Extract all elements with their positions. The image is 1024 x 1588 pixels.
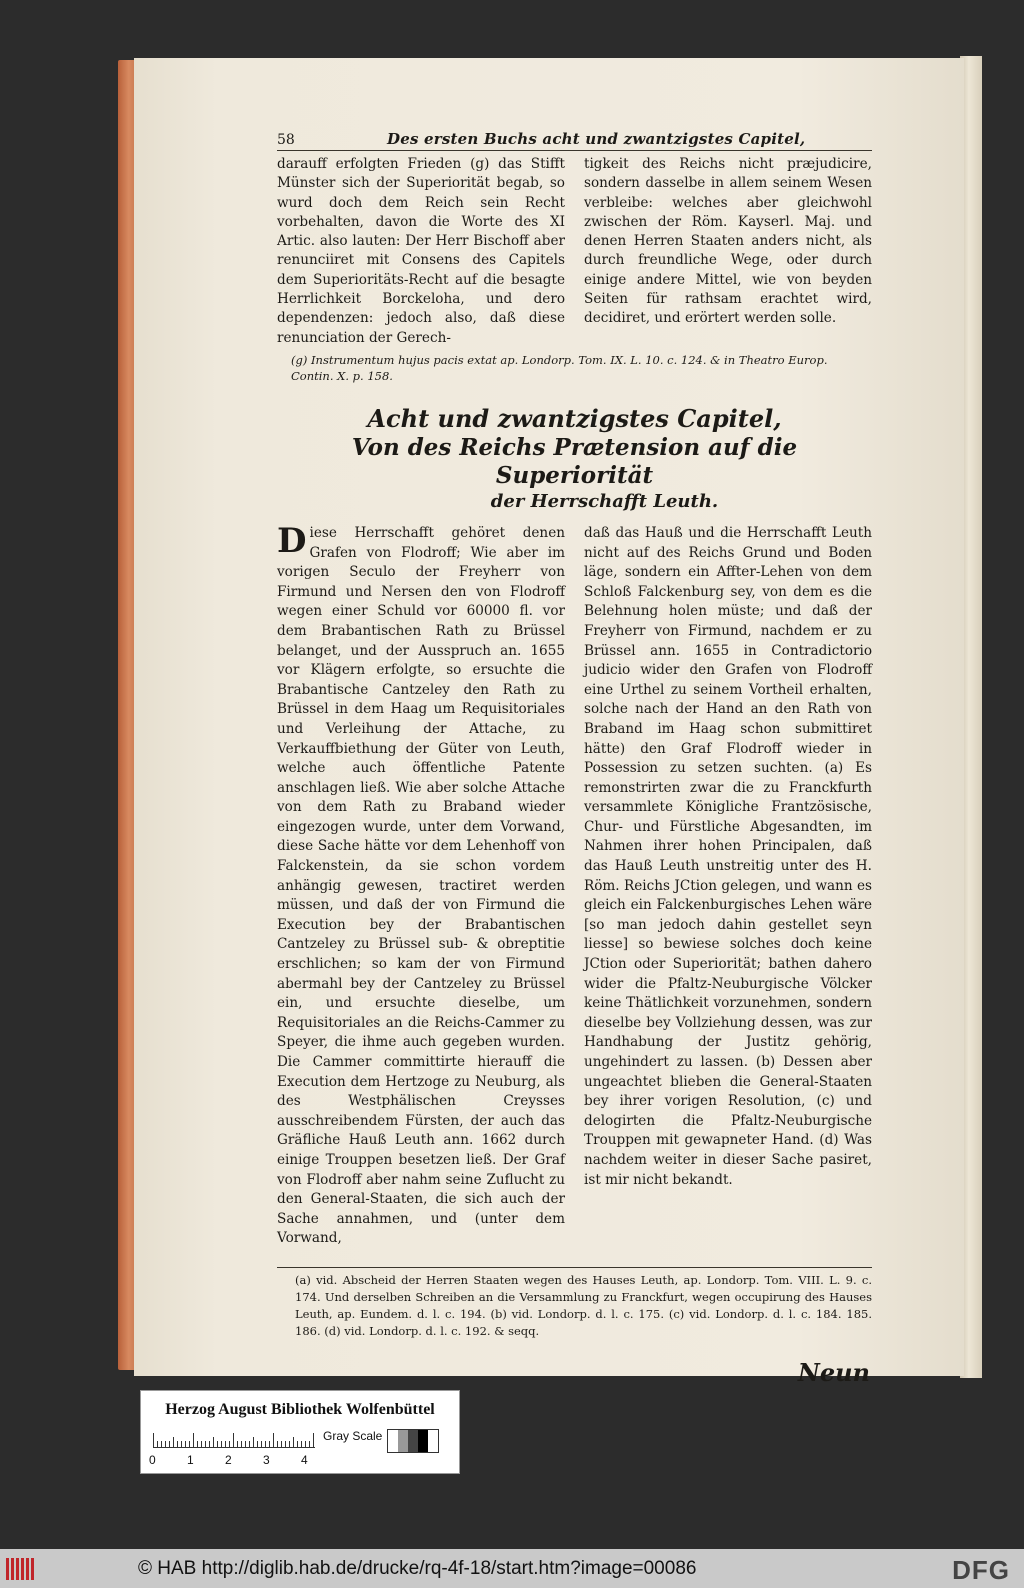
- ruler-tick: [265, 1441, 266, 1447]
- ruler-tick: [237, 1441, 238, 1447]
- chapter-title-line3: der Herrschafft Leuth.: [490, 490, 719, 512]
- footer-bar: [0, 1549, 1024, 1588]
- footnote-g: (g) Instrumentum hujus pacis extat ap. Londorp. Tom. IX. L. 10. c. 124. & in Theatro Europ. Contin. X. p. 158.: [291, 352, 828, 383]
- chapter-title-line2: Von des Reichs Prætension auf die Superiorität: [351, 433, 798, 489]
- ruler-tick: [213, 1437, 214, 1447]
- top-left-text: darauff erfolgten Frieden (g) das Stifft Münster sich der Superiorität begab, so wurd doch dem Reich sein Recht vorbehalten, davon die Worte des XI Artic. also lauten: Der Herr Bischoff aber renunciiret mit Consens des Capitels dem Superioritäts-Recht auf die besagte Herrlichkeit Borckeloha, und dero dependenzen: jedoch also, daß diese renunciation der Gerech-: [277, 156, 565, 346]
- ruler-tick: [177, 1441, 178, 1447]
- ruler-number: 4: [301, 1453, 308, 1467]
- ruler-tick: [273, 1433, 274, 1447]
- ruler-tick: [169, 1441, 170, 1447]
- ruler-tick: [161, 1441, 162, 1447]
- gray-scale-swatch: [387, 1429, 439, 1453]
- drop-cap: D: [277, 520, 307, 561]
- ruler-tick: [289, 1441, 290, 1447]
- top-left-column: [277, 155, 565, 348]
- ruler-tick: [217, 1441, 218, 1447]
- ruler-number: 1: [187, 1453, 194, 1467]
- ruler-tick: [269, 1441, 270, 1447]
- chapter-title-line1: Acht und zwantzigstes Capitel,: [367, 403, 782, 433]
- page-text-area: [277, 130, 872, 1387]
- gray-scale-label: Gray Scale: [323, 1429, 383, 1443]
- ruler-tick: [201, 1441, 202, 1447]
- ruler-tick: [209, 1441, 210, 1447]
- body-left-column: [277, 520, 565, 1249]
- ruler-tick: [241, 1441, 242, 1447]
- ruler-tick: [301, 1441, 302, 1447]
- dfg-logo: DFG: [952, 1555, 1010, 1585]
- footnotes: (a) vid. Abscheid der Herren Staaten wegen des Hauses Leuth, ap. Londorp. Tom. VIII. L. 9. c. 174. Und derselben Schreiben an die Versammlung zu Franckfurt, wegen occupirung des Hauses Leuth, ap. Eundem. d. l. c. 194. (b) vid. Londorp. d. l. c. 175. (c) vid. Londorp. d. l. c. 184. 185. 186. (d) vid. Londorp. d. l. c. 192. & seqq.: [277, 1267, 872, 1340]
- top-columns: [277, 155, 872, 348]
- chapter-heading: [277, 404, 872, 514]
- ruler-number: 3: [263, 1453, 270, 1467]
- body-left-text: iese Herrschafft gehöret denen Grafen von Flodroff; Wie aber im vorigen Seculo der Freyherr von Firmund und Nersen den von Flodroff wegen einer Schuld vor 60000 fl. vor dem Brabantischen Rath zu Brüssel belanget, und der Ausspruch an. 1655 vor Klägern erfolgte, so ersuchte die Brabantische Cantzeley den Rath zu Brüssel in dem Haag um Requisitoriales und Verleihung der Attache, zu Verkauffbiethung der Güter von Leuth, welche auch öffentliche Patente anschlagen ließ. Wie aber solche Attache von dem Rath zu Braband wieder eingezogen wurde, unter dem Vorwand, diese Sache hätte vor dem Lehenhoff von Falckenstein, da sie schon vordem anhängig gewesen, tractiret werden müssen, und daß der von Firmund die Execution bey der Brabantischen Cantzeley zu Brüssel sub- & obreptitie erschlichen; so kam der von Firmund abermahl bey der Cantzeley zu Brüssel ein, und ersuchte dieselbe, um Requisitoriales an die Reichs-Cammer zu Speyer, die ihme auch gegeben wurden. Die Cammer committirte hierauff die Execution dem Hertzoge zu Neuburg, als des Westphälischen Creysses ausschreibendem Fürsten, der auch das Gräfliche Hauß Leuth ann. 1662 durch einige Trouppen besetzen ließ. Der Graf von Flodroff aber nahm seine Zuflucht zu den General-Staaten, die sich auch der Sache annahmen, und (unter dem Vorwand,: [277, 524, 565, 1247]
- library-name: Herzog August Bibliothek Wolfenbüttel: [165, 1401, 435, 1418]
- running-head: [277, 130, 872, 151]
- ruler: [153, 1429, 315, 1448]
- ruler-tick: [173, 1437, 174, 1447]
- ruler-tick: [305, 1441, 306, 1447]
- ruler-tick: [221, 1441, 222, 1447]
- ruler-tick: [205, 1441, 206, 1447]
- library-label-card: [140, 1390, 460, 1474]
- body-right-text: daß das Hauß und die Herrschafft Leuth nicht auf des Reichs Grund und Boden läge, sondern ein Affter-Lehen von dem Schloß Falckenburg sey, von dem es die Belehnung holen müste; und daß der Freyherr von Firmund, nachdem er zu Brüssel ann. 1655 in Contradictorio judicio wider den Grafen von Flodroff eine Urthel zu seinem Vortheil erhalten, solche nach der Hand an den Rath von Braband im Haag schon submittiret hätte) den Graf Flodroff wieder in Possession zu setzen suchten. (a) Es remonstrirten zwar die zu Franckfurth versammlete Königliche Frantzösische, Chur- und Fürstliche Abgesandten, im Nahmen ihrer hohen Principalen, daß das Hauß Leuth unstreitig unter des H. Röm. Reichs JCtion gelegen, und wann es gleich ein Falckenburgisches Lehen wäre [so man jedoch dahin gestellet seyn liesse] so bewiese solches doch keine JCtion oder Superiorität; bathen dahero wider die Pfaltz-Neuburgische Völcker keine Thätlichkeit vorzunehmen, sondern dieselbe bey Vollziehung dessen, was zur Handhabung der Justitz gehörig, ungehindert zu lassen. (b) Dessen aber ungeachtet blieben die General-Staaten bey ihrer vorigen Resolution, (c) und delogirten die Pfaltz-Neuburgische Trouppen mit gewapneter Hand. (d) Was nachdem weiter in dieser Sache pasiret, ist mir nicht bekandt.: [584, 524, 872, 1188]
- top-right-column: [584, 155, 872, 348]
- ruler-tick: [229, 1441, 230, 1447]
- ruler-tick: [157, 1441, 158, 1447]
- ruler-tick: [189, 1441, 190, 1447]
- ruler-tick: [309, 1441, 310, 1447]
- ruler-tick: [225, 1441, 226, 1447]
- ruler-tick: [249, 1441, 250, 1447]
- body-right-column: [584, 524, 872, 1249]
- ruler-tick: [181, 1441, 182, 1447]
- ruler-tick: [293, 1437, 294, 1447]
- hab-logo-icon: [6, 1556, 50, 1582]
- ruler-number: 2: [225, 1453, 232, 1467]
- catchword: Neun: [797, 1357, 870, 1387]
- ruler-tick: [245, 1441, 246, 1447]
- ruler-tick: [153, 1433, 154, 1447]
- ruler-tick: [185, 1441, 186, 1447]
- ruler-tick: [313, 1433, 314, 1447]
- ruler-tick: [281, 1441, 282, 1447]
- page-number: 58: [277, 132, 295, 148]
- ruler-tick: [277, 1441, 278, 1447]
- ruler-tick: [233, 1433, 234, 1447]
- ruler-tick: [261, 1441, 262, 1447]
- ruler-number: 0: [149, 1453, 156, 1467]
- ruler-tick: [297, 1441, 298, 1447]
- ruler-tick: [165, 1441, 166, 1447]
- running-head-title: Des ersten Buchs acht und zwantzigstes Capitel,: [387, 130, 806, 148]
- ruler-tick: [193, 1433, 194, 1447]
- ruler-tick: [253, 1437, 254, 1447]
- body-columns: [277, 520, 872, 1249]
- ruler-tick: [197, 1441, 198, 1447]
- top-right-text: tigkeit des Reichs nicht præjudicire, sondern dasselbe in allem seinem Wesen verbleibe: welches aber gleichwohl zwischen der Röm. Kayserl. Maj. und denen Herren Staaten anders nicht, als durch freundliche Wege, oder durch einige andere Mittel, wie von beyden Seiten für rathsam erachtet wird, decidiret, und erörtert werden solle.: [584, 156, 872, 327]
- ruler-tick: [285, 1441, 286, 1447]
- ruler-tick: [257, 1441, 258, 1447]
- copyright-link[interactable]: © HAB http://diglib.hab.de/drucke/rq-4f-18/start.htm?image=00086: [138, 1557, 697, 1579]
